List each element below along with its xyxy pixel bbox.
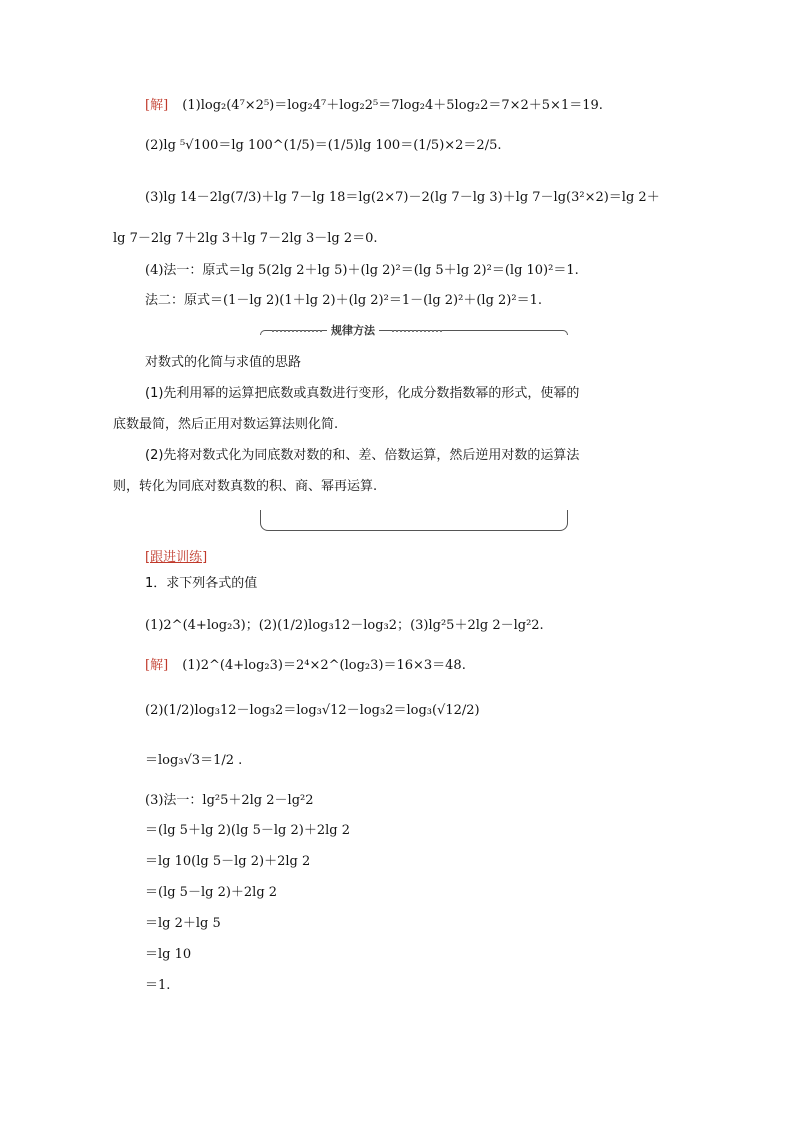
rule-box-dots-left <box>272 330 322 332</box>
exercise-q2: (2)(1/2)log₃12－log₃2 <box>258 618 398 633</box>
answer-a1: (1)2^(4+log₂3)＝2⁴×2^(log₂3)＝16×3＝48. <box>182 658 466 673</box>
solution-line-4b: 法二：原式＝(1－lg 2)(1＋lg 2)＋(lg 2)²＝1－(lg 2)²＋(lg 2)²＝1. <box>145 293 542 308</box>
rule-box-item2a: (2)先将对数式化为同底数对数的和、差、倍数运算，然后逆用对数的运算法 <box>145 448 580 463</box>
rule-box-item1a: (1)先利用幂的运算把底数或真数进行变形，化成分数指数幂的形式，使幂的 <box>145 386 580 401</box>
answer-line-3-2: ＝lg 10(lg 5－lg 2)＋2lg 2 <box>145 854 311 869</box>
answer-line-3-6: ＝1. <box>145 978 171 993</box>
solution-line-4a: (4)法一：原式＝lg 5(2lg 2＋lg 5)＋(lg 2)²＝(lg 5＋lg 2)²＝(lg 10)²＝1. <box>145 263 579 278</box>
answer-line-2a: (2)(1/2)log₃12－log₃2＝log₃√12－log₃2＝log₃(√12/2) <box>145 703 480 718</box>
answer-line-3-1: ＝(lg 5＋lg 2)(lg 5－lg 2)＋2lg 2 <box>145 823 350 838</box>
solution-line-3a: (3)lg 14－2lg(7/3)＋lg 7－lg 18＝lg(2×7)－2(lg 7－lg 3)＋lg 7－lg(3²×2)＝lg 2＋ <box>145 190 660 205</box>
solution-p1: (1)log₂(4⁷×2⁵)＝log₂4⁷＋log₂2⁵＝7log₂4＋5log₂2＝7×2＋5×1＝19. <box>182 98 603 113</box>
solution-line-3b: lg 7－2lg 7＋2lg 3＋lg 7－2lg 3－lg 2＝0. <box>113 231 378 246</box>
answer-line-1 <box>145 657 466 675</box>
exercise-questions: (1)2^(4+log₂3)；(2)(1/2)log₃12－log₃2；(3)lg²5＋2lg 2－lg²2. <box>145 618 544 633</box>
exercise-q1: (1)2^(4+log₂3) <box>145 618 246 633</box>
answer-solution-tag: [解] <box>145 658 169 673</box>
rule-box-item1b: 底数最简，然后正用对数运算法则化简. <box>113 417 339 432</box>
answer-line-3-0: (3)法一：lg²5＋2lg 2－lg²2 <box>145 793 314 808</box>
follow-up-tag: [跟进训练] <box>145 550 208 565</box>
solution-tag: [解] <box>145 98 169 113</box>
rule-box-bottom <box>260 510 568 531</box>
rule-box-heading: 对数式的化简与求值的思路 <box>145 355 302 370</box>
answer-line-3-3: ＝(lg 5－lg 2)＋2lg 2 <box>145 885 278 900</box>
answer-line-3-4: ＝lg 2＋lg 5 <box>145 916 221 931</box>
answer-line-3-5: ＝lg 10 <box>145 947 192 962</box>
rule-box-title: 规律方法 <box>327 322 379 338</box>
solution-line-1 <box>145 97 603 115</box>
rule-box-item2b: 则，转化为同底对数真数的积、商、幂再运算. <box>113 479 378 494</box>
exercise-title: 1．求下列各式的值 <box>145 576 258 591</box>
rule-box-dots-right <box>392 330 442 332</box>
exercise-q3: (3)lg²5＋2lg 2－lg²2. <box>410 618 544 633</box>
answer-line-2b: ＝log₃√3＝1/2 . <box>145 753 243 768</box>
solution-line-2: (2)lg ⁵√100＝lg 100^(1/5)＝(1/5)lg 100＝(1/5)×2＝2/5. <box>145 138 502 153</box>
